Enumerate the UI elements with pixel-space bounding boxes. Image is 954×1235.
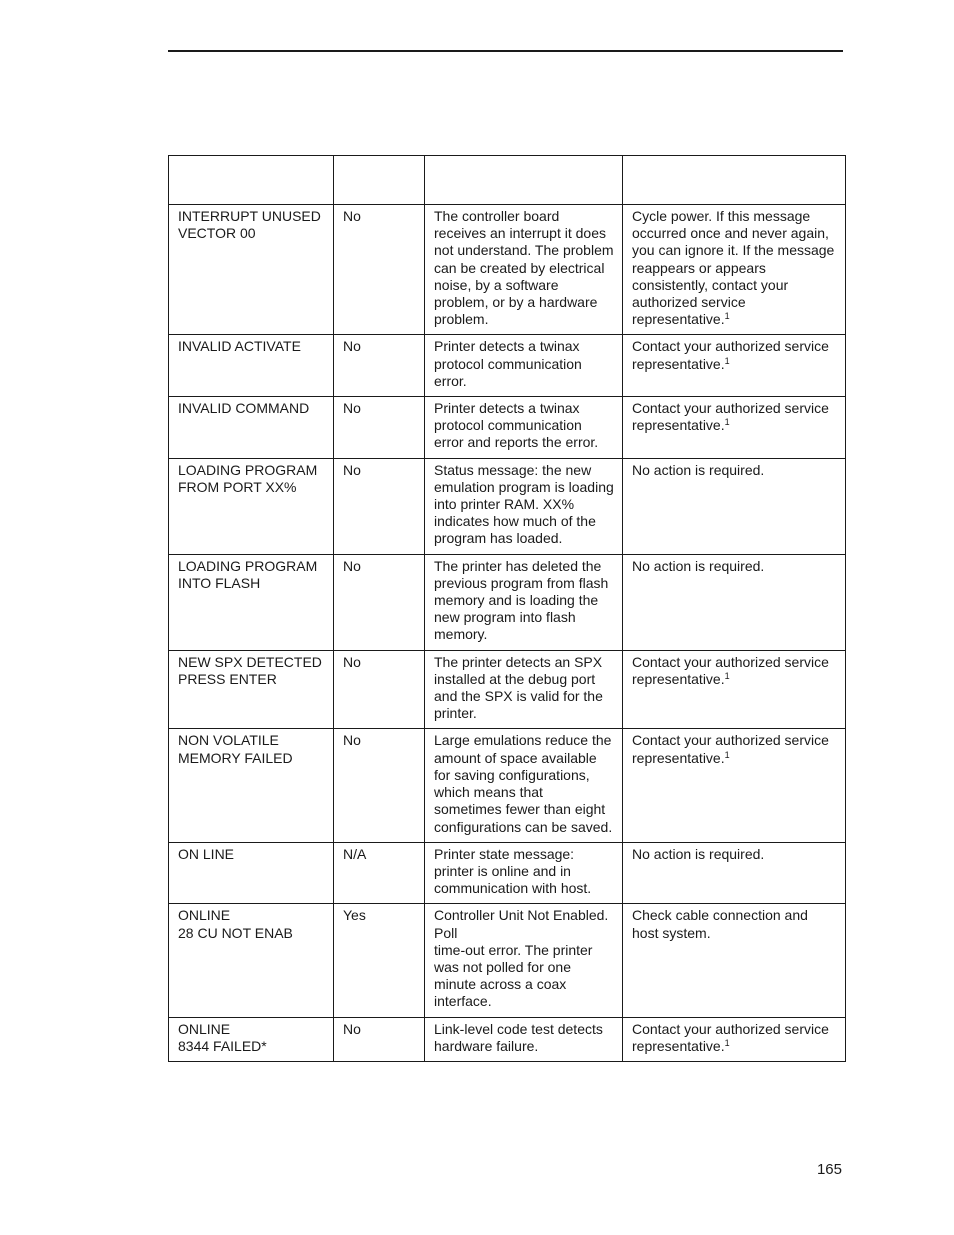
table-row [169,397,846,459]
table-row [169,554,846,650]
header-cell-explanation [425,156,623,205]
cell-action-text: No action is required. [632,557,765,574]
cell-message-text: INTERRUPT UNUSED VECTOR 00 [178,208,321,242]
cell-action-text: Contact your authorized service representative. [632,653,829,687]
footnote-marker: 1 [724,749,730,760]
cell-message [169,904,334,1017]
cell-explanation-text: Large emulations reduce the amount of space available for saving configurations, which means that sometimes fewer than eight configurations can be saved. [434,732,613,835]
cell-action-text: Cycle power. If this message occurred once and never again, you can ignore it. If the message reappears or appears consistently, contact your authorized service representative. [632,208,835,328]
cell-explanation [425,842,623,904]
cell-action-text: Check cable connection and host system. [632,907,808,941]
cell-explanation-text: The controller board receives an interrupt it does not understand. The problem can be created by electrical noise, by a software problem, or by a hardware problem. [434,208,614,328]
cell-message-text: ONLINE 8344 FAILED* [178,1020,267,1054]
cell-message [169,1017,334,1061]
cell-message [169,335,334,397]
table-row [169,729,846,842]
cell-message-text: LOADING PROGRAM FROM PORT XX% [178,461,318,495]
cell-explanation [425,1017,623,1061]
table-row [169,458,846,554]
cell-reset-text: No [343,208,361,224]
cell-action [623,1017,846,1061]
cell-action [623,842,846,904]
cell-message-text: INVALID ACTIVATE [178,338,301,355]
cell-reset-text: No [343,557,361,574]
cell-action-text: No action is required. [632,461,765,478]
cell-message [169,842,334,904]
footnote-marker: 1 [724,1037,730,1048]
cell-reset [334,904,425,1017]
cell-action-text: Contact your authorized service representative. [632,732,829,766]
cell-action [623,554,846,650]
cell-action [623,729,846,842]
cell-action [623,205,846,335]
cell-explanation [425,205,623,335]
cell-action-text: Contact your authorized service representative. [632,1020,829,1054]
cell-message [169,729,334,842]
cell-explanation-text: The printer detects an SPX installed at the debug port and the SPX is valid for the printer. [434,653,603,722]
cell-reset [334,842,425,904]
table-header-row [169,156,846,205]
cell-explanation [425,554,623,650]
cell-explanation-text: Status message: the new emulation program is loading into printer RAM. XX% indicates how much of the program has loaded. [434,461,614,547]
cell-message-text: NEW SPX DETECTED PRESS ENTER [178,653,322,687]
table-row [169,650,846,729]
cell-reset [334,397,425,459]
cell-reset [334,458,425,554]
cell-explanation [425,904,623,1017]
cell-reset [334,335,425,397]
cell-message [169,205,334,335]
cell-explanation-text: Link-level code test detects hardware failure. [434,1020,603,1054]
cell-explanation [425,458,623,554]
cell-explanation-text: Printer detects a twinax protocol communication error and reports the error. [434,400,599,451]
cell-reset [334,554,425,650]
table-row [169,205,846,335]
cell-action [623,335,846,397]
footnote-marker: 1 [724,670,730,681]
cell-message-text: ON LINE [178,845,235,862]
table-row [169,904,846,1017]
header-cell-message [169,156,334,205]
footnote-marker: 1 [724,311,730,322]
cell-explanation-text: Printer detects a twinax protocol communication error. [434,338,582,389]
cell-explanation [425,335,623,397]
cell-action-text: No action is required. [632,845,765,862]
cell-action [623,904,846,1017]
cell-message-text: INVALID COMMAND [178,400,310,417]
top-rule [168,50,843,52]
cell-reset [334,729,425,842]
cell-message [169,554,334,650]
cell-reset-text: Yes [343,907,366,924]
cell-action-text: Contact your authorized service representative. [632,400,829,434]
footnote-marker: 1 [724,355,730,366]
cell-explanation-text: The printer has deleted the previous program from flash memory and is loading the new program into flash memory. [434,557,609,643]
cell-action [623,397,846,459]
page-number: 165 [816,1161,842,1178]
message-table-body [169,156,846,1062]
cell-reset-text: No [343,338,361,355]
cell-reset-text: N/A [343,845,367,862]
cell-reset-text: No [343,732,361,749]
cell-message [169,458,334,554]
cell-action [623,650,846,729]
cell-message-text: ONLINE 28 CU NOT ENAB [178,907,293,941]
cell-message [169,650,334,729]
header-cell-reset [334,156,425,205]
cell-message-text: LOADING PROGRAM INTO FLASH [178,557,318,591]
message-table [168,155,846,1062]
cell-message [169,397,334,459]
footnote-marker: 1 [724,417,730,428]
table-row [169,1017,846,1061]
table-row [169,842,846,904]
cell-reset-text: No [343,461,361,478]
cell-reset-text: No [343,1020,361,1037]
cell-reset [334,650,425,729]
cell-reset [334,205,425,335]
cell-explanation-text: Controller Unit Not Enabled. Poll time-out error. The printer was not polled for one minute across a coax interface. [434,907,609,1010]
cell-action [623,458,846,554]
cell-action-text: Contact your authorized service representative. [632,338,829,372]
cell-explanation [425,397,623,459]
table-row [169,335,846,397]
cell-explanation-text: Printer state message: printer is online and in communication with host. [434,845,592,897]
cell-explanation [425,650,623,729]
header-cell-action [623,156,846,205]
cell-explanation [425,729,623,842]
cell-reset [334,1017,425,1061]
cell-reset-text: No [343,653,361,670]
cell-message-text: NON VOLATILE MEMORY FAILED [178,732,293,766]
cell-reset-text: No [343,400,361,417]
